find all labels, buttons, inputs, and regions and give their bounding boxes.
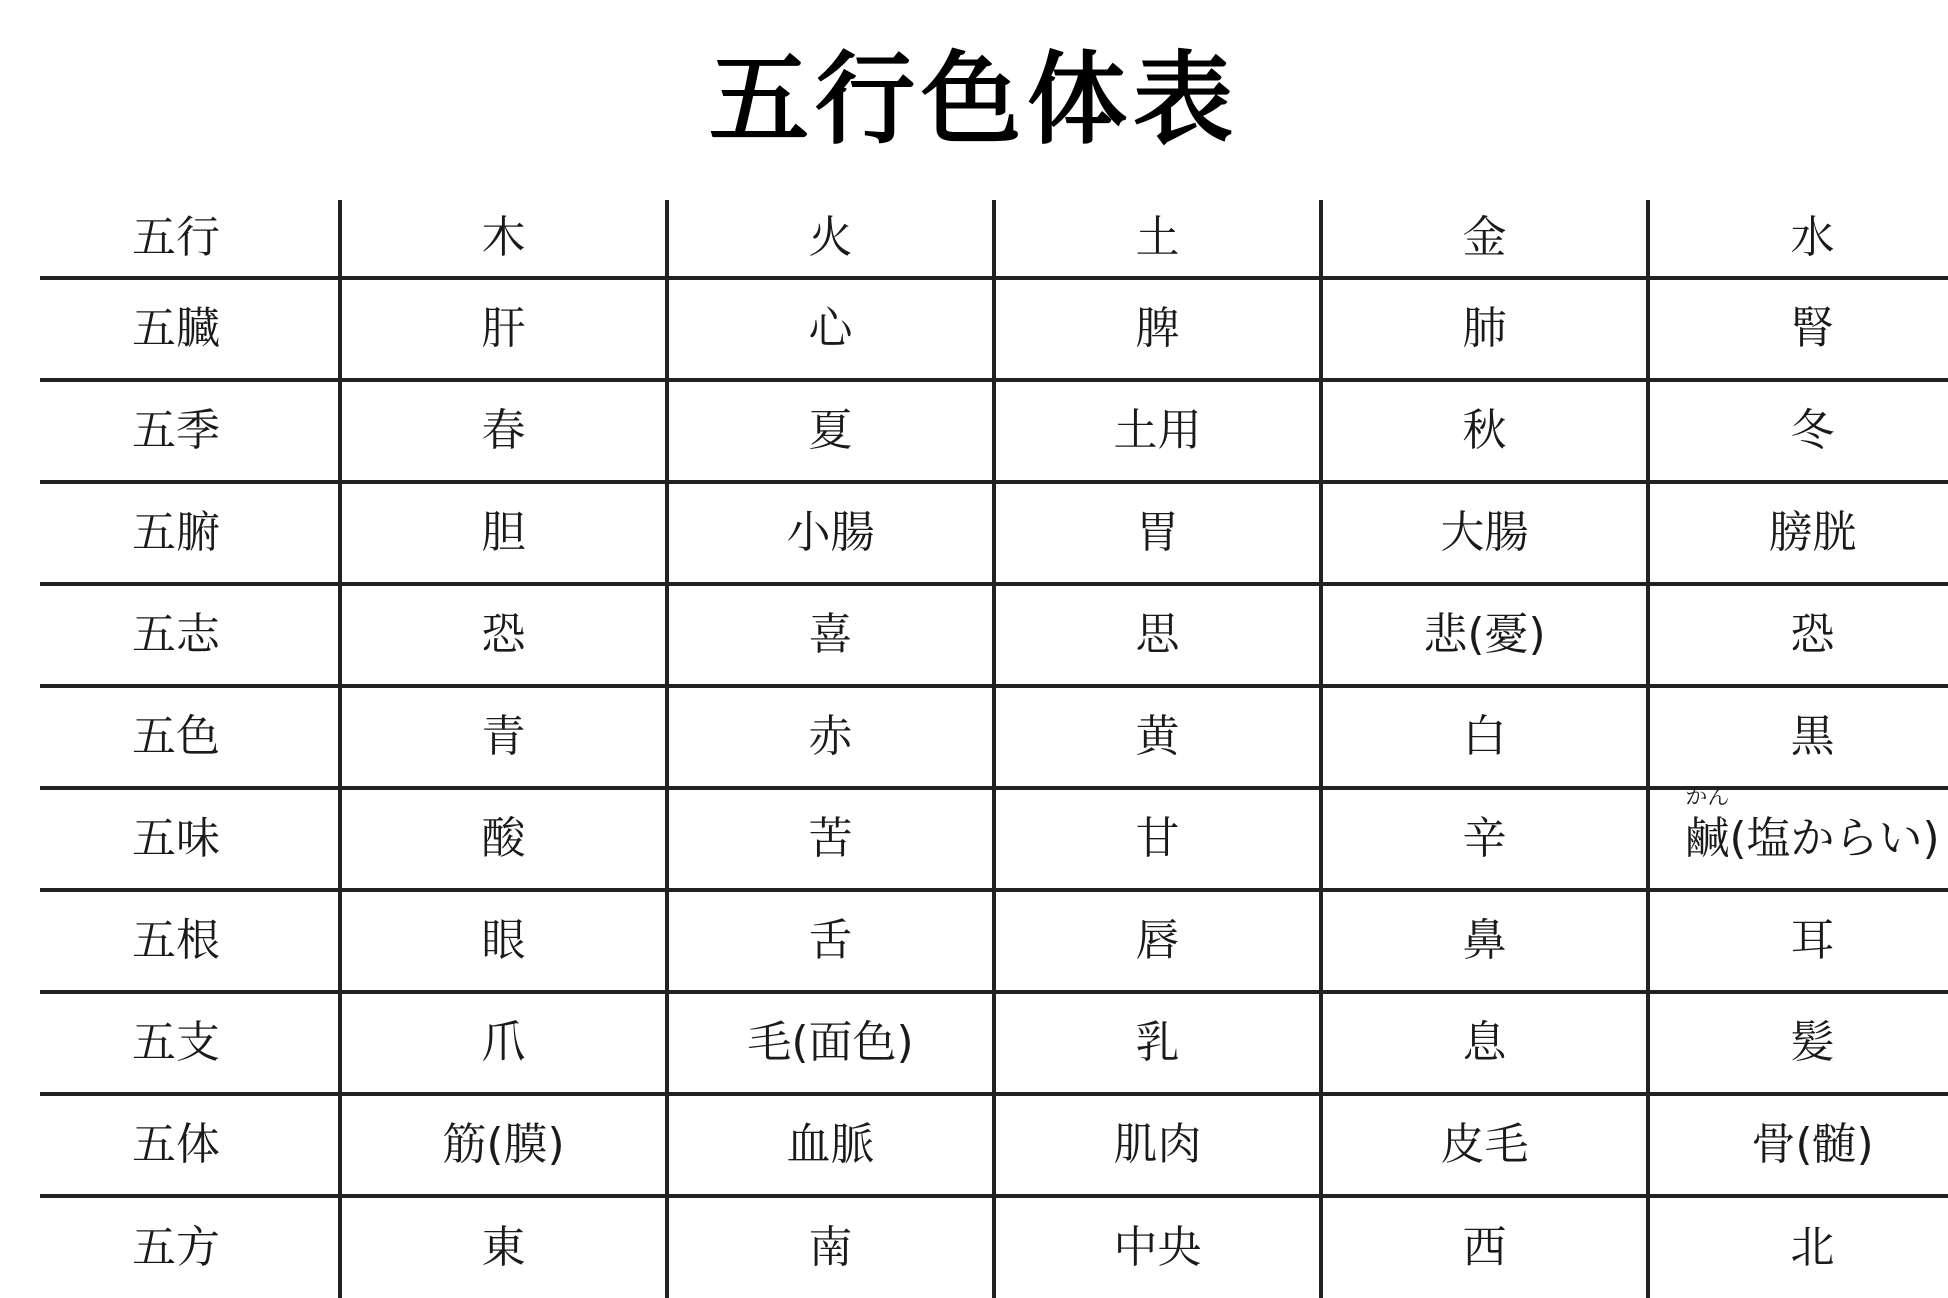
table-cell: 息 bbox=[1321, 992, 1648, 1094]
row-header: 五根 bbox=[40, 890, 340, 992]
row-header: 五味 bbox=[40, 788, 340, 890]
row-header: 五志 bbox=[40, 584, 340, 686]
row-header: 五臓 bbox=[40, 278, 340, 380]
table-cell: 脾 bbox=[994, 278, 1321, 380]
row-header: 五方 bbox=[40, 1196, 340, 1298]
row-header: 五行 bbox=[132, 212, 220, 263]
table-cell-with-ruby bbox=[1648, 785, 1948, 890]
row-header: 五体 bbox=[40, 1094, 340, 1196]
row-header: 五色 bbox=[40, 686, 340, 788]
table-cell: 北 bbox=[1648, 1196, 1948, 1298]
page-title: 五行色体表 bbox=[709, 41, 1239, 158]
table-cell: 辛 bbox=[1321, 788, 1648, 890]
table-cell: 夏 bbox=[667, 380, 994, 482]
table-cell: 黄 bbox=[994, 686, 1321, 788]
table-cell: 大腸 bbox=[1321, 482, 1648, 584]
table-cell: 肺 bbox=[1321, 278, 1648, 380]
five-elements-table-container bbox=[40, 200, 1948, 1298]
table-row bbox=[40, 278, 1948, 380]
table-row bbox=[40, 200, 1948, 278]
table-row bbox=[40, 380, 1948, 482]
row-header: 五腑 bbox=[40, 482, 340, 584]
table-row bbox=[40, 992, 1948, 1094]
table-row bbox=[40, 482, 1948, 584]
table-row bbox=[40, 1196, 1948, 1298]
table-cell: 黒 bbox=[1648, 686, 1948, 788]
table-cell: 赤 bbox=[667, 686, 994, 788]
table-row bbox=[40, 584, 1948, 686]
table-cell: 胃 bbox=[994, 482, 1321, 584]
table-cell: 肌肉 bbox=[994, 1094, 1321, 1196]
ruby-base-text: 鹹(塩からい) bbox=[1685, 813, 1940, 864]
table-cell: 肝 bbox=[340, 278, 667, 380]
table-cell: 白 bbox=[1321, 686, 1648, 788]
table-cell: 小腸 bbox=[667, 482, 994, 584]
table-cell: 髪 bbox=[1648, 992, 1948, 1094]
ruby-reading: かん bbox=[1685, 785, 1730, 810]
table-cell: 甘 bbox=[994, 788, 1321, 890]
table-cell: 恐 bbox=[1648, 584, 1948, 686]
table-cell: 悲(憂) bbox=[1321, 584, 1648, 686]
table-cell: 火 bbox=[667, 200, 994, 278]
table-cell: 酸 bbox=[340, 788, 667, 890]
row-header: 五支 bbox=[40, 992, 340, 1094]
table-cell: 土 bbox=[994, 200, 1321, 278]
table-cell: 唇 bbox=[994, 890, 1321, 992]
table-cell: 筋(膜) bbox=[340, 1094, 667, 1196]
table-cell: 恐 bbox=[340, 584, 667, 686]
table-cell: 胆 bbox=[340, 482, 667, 584]
table-cell: 苦 bbox=[667, 788, 994, 890]
table-cell: 土用 bbox=[994, 380, 1321, 482]
table-cell: 毛(面色) bbox=[667, 992, 994, 1094]
table-cell: 骨(髄) bbox=[1648, 1094, 1948, 1196]
table-cell: 木 bbox=[340, 200, 667, 278]
table-cell: 鼻 bbox=[1321, 890, 1648, 992]
table-cell: 青 bbox=[340, 686, 667, 788]
row-header: 五季 bbox=[40, 380, 340, 482]
table-cell: 膀胱 bbox=[1648, 482, 1948, 584]
table-row bbox=[40, 890, 1948, 992]
table-cell: 南 bbox=[667, 1196, 994, 1298]
table-cell: 皮毛 bbox=[1321, 1094, 1648, 1196]
table-cell: 舌 bbox=[667, 890, 994, 992]
table-cell: 腎 bbox=[1648, 278, 1948, 380]
table-row bbox=[40, 788, 1948, 890]
table-cell: 眼 bbox=[340, 890, 667, 992]
table-cell: 春 bbox=[340, 380, 667, 482]
table-cell: 耳 bbox=[1648, 890, 1948, 992]
table-cell: 東 bbox=[340, 1196, 667, 1298]
table-cell: 喜 bbox=[667, 584, 994, 686]
table-cell: 思 bbox=[994, 584, 1321, 686]
table-cell: 心 bbox=[667, 278, 994, 380]
table-cell: 水 bbox=[1648, 200, 1948, 278]
table-cell: 中央 bbox=[994, 1196, 1321, 1298]
table-cell: 血脈 bbox=[667, 1094, 994, 1196]
table-cell: 金 bbox=[1321, 200, 1648, 278]
table-cell: 西 bbox=[1321, 1196, 1648, 1298]
ruby-annotated-text bbox=[1685, 785, 1940, 864]
table-cell: 冬 bbox=[1648, 380, 1948, 482]
table-cell: 爪 bbox=[340, 992, 667, 1094]
five-elements-table bbox=[40, 200, 1948, 1298]
table-row bbox=[40, 1094, 1948, 1196]
table-cell: 乳 bbox=[994, 992, 1321, 1094]
table-row bbox=[40, 686, 1948, 788]
table-cell: 秋 bbox=[1321, 380, 1648, 482]
